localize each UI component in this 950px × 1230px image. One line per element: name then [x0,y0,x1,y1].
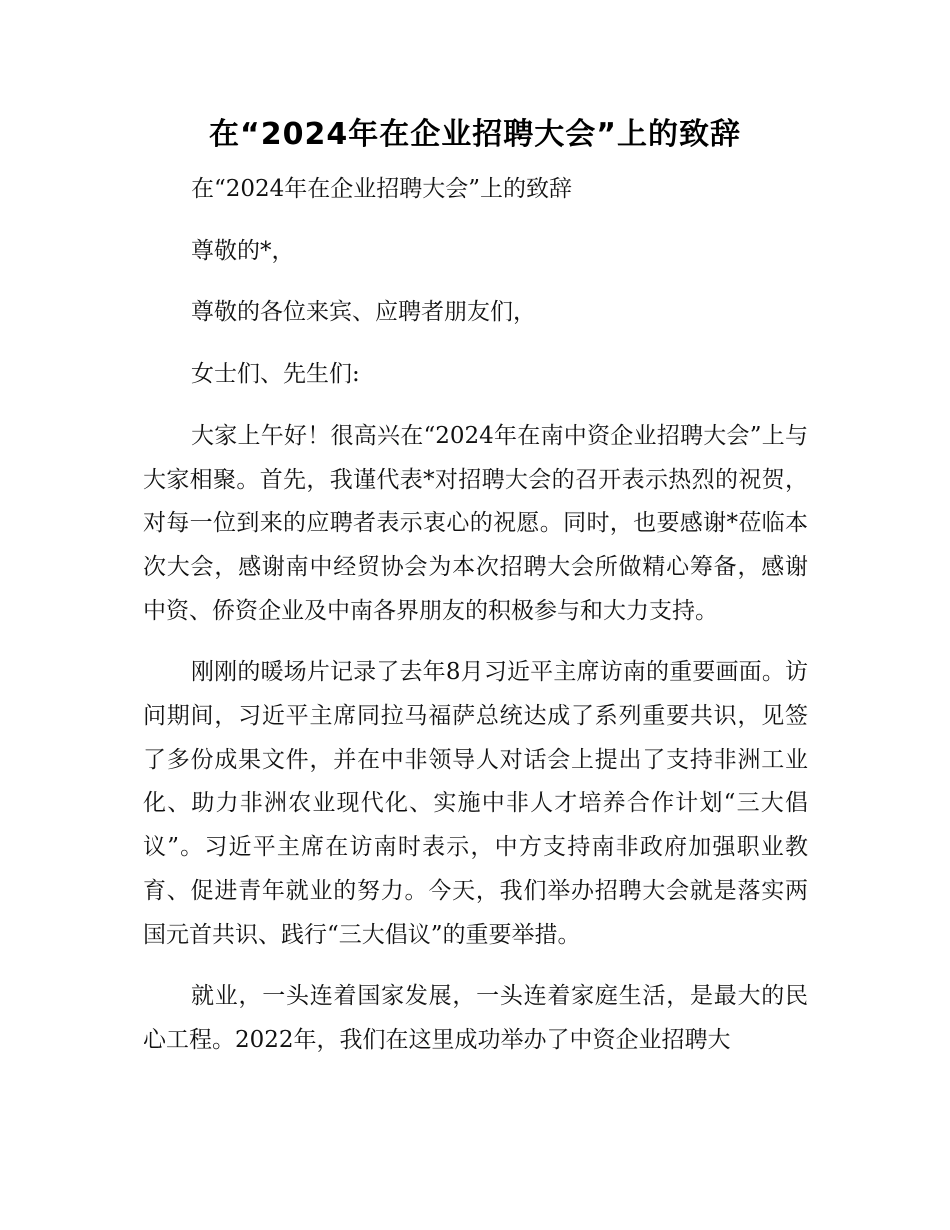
paragraph-3: 就业，一头连着国家发展，一头连着家庭生活，是最大的民心工程。2022年，我们在这里成功举办了中资企业招聘大 [143,983,808,1053]
salutation-line-3: 女士们、先生们: [191,361,360,388]
document-title: 在“2024年在企业招聘大会”上的致辞 [209,117,741,152]
subtitle-line: 在“2024年在企业招聘大会”上的致辞 [191,176,573,202]
paragraph-1: 大家上午好！很高兴在“2024年在南中资企业招聘大会”上与大家相聚。首先，我谨代表*对招聘大会的召开表示热烈的祝贺，对每一位到来的应聘者表示衷心的祝愿。同时，也要感谢*莅临本次大会，感谢南中经贸协会为本次招聘大会所做精心筹备，感谢中资、侨资企业及中南各界朋友的积极参与和大力支持。 [143,422,808,624]
salutation-line-2: 尊敬的各位来宾、应聘者朋友们， [191,299,536,326]
paragraph-2: 刚刚的暖场片记录了去年8月习近平主席访南的重要画面。访问期间，习近平主席同拉马福萨总统达成了系列重要共识，见签了多份成果文件，并在中非领导人对话会上提出了支持非洲工业化、助力非洲农业现代化、实施中非人才培养合作计划“三大倡议”。习近平主席在访南时表示，中方支持南非政府加强职业教育、促进青年就业的努力。今天，我们举办招聘大会就是落实两国元首共识、践行“三大倡议”的重要举措。 [143,659,808,948]
salutation-line-1: 尊敬的*， [191,237,295,264]
document-body [143,168,808,1081]
